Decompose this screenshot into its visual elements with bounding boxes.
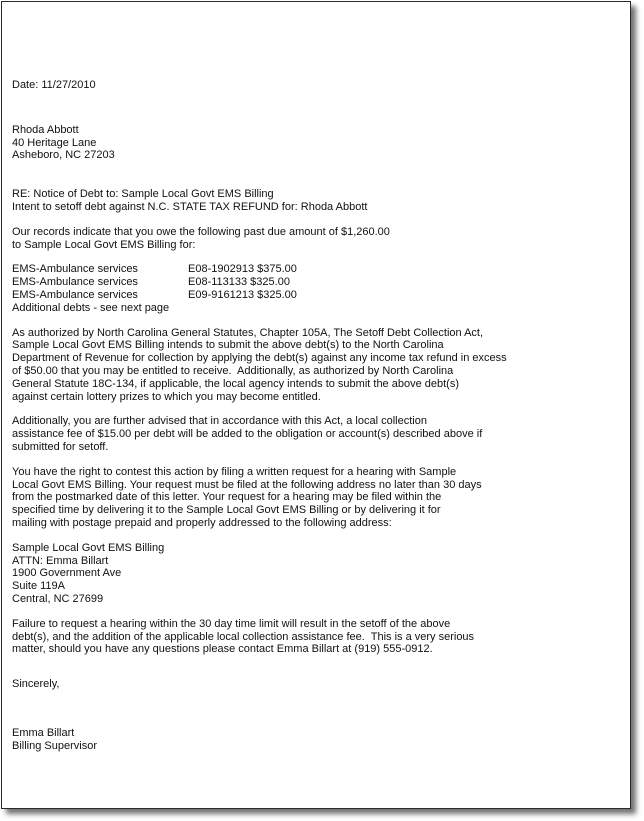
contest-paragraph [12,466,612,530]
recipient-city: Asheboro, NC 27203 [12,149,115,162]
additional-debts-note: Additional debts - see next page [12,301,170,314]
mailing-address [12,542,612,606]
fee-line: submitted for setoff. [12,440,109,453]
fee-line: assistance fee of $15.00 per debt will be added to the obligation or account(s) described above if [12,428,483,441]
re-line-1: RE: Notice of Debt to: Sample Local Govt EMS Billing [12,188,274,201]
address-line: Sample Local Govt EMS Billing [12,541,165,554]
contest-line: specified time by delivering it to the Sample Local Govt EMS Billing or by delivering it for [12,504,441,517]
closing [12,678,612,691]
contest-line: from the postmarked date of this letter. Your request for a hearing may be filed within the [12,491,442,504]
debt-service: EMS-Ambulance services [12,276,138,289]
address-line: 1900 Government Ave [12,567,122,580]
letter-body [12,79,612,752]
intro-line: Our records indicate that you owe the following past due amount of $1,260.00 [12,225,390,238]
debt-service: EMS-Ambulance services [12,263,138,276]
re-line-2: Intent to setoff debt against N.C. STATE TAX REFUND for: Rhoda Abbott [12,200,368,213]
debt-row [12,276,612,289]
authority-line: Sample Local Govt EMS Billing intends to submit the above debt(s) to the North Carolina [12,339,444,352]
letter-page [1,1,631,809]
re-block [12,188,612,214]
signature-block [12,727,612,753]
address-line: ATTN: Emma Billart [12,554,109,567]
date-text: Date: 11/27/2010 [12,79,96,91]
debt-row [12,263,612,276]
debt-service: EMS-Ambulance services [12,288,138,301]
recipient-street: 40 Heritage Lane [12,136,97,149]
authority-line: of $50.00 that you may be entitled to receive. Additionally, as authorized by North Carolina [12,364,454,377]
failure-line: Failure to request a hearing within the 30 day time limit will result in the setoff of the above [12,617,451,630]
authority-line: Department of Revenue for collection by applying the debt(s) against any income tax refund in excess [12,352,507,365]
authority-paragraph [12,327,612,404]
authority-line: against certain lottery prizes to which you may become entitled. [12,390,321,403]
address-line: Suite 119A [12,580,66,593]
recipient-address [12,124,612,162]
contest-line: You have the right to contest this action by filing a written request for a hearing with Sample [12,465,457,478]
intro-paragraph [12,226,612,252]
address-line: Central, NC 27699 [12,592,104,605]
debt-row [12,289,612,302]
closing-text: Sincerely, [12,678,60,691]
fee-line: Additionally, you are further advised that in accordance with this Act, a local collection [12,415,427,428]
failure-line: matter, should you have any questions please contact Emma Billart at (919) 555-0912. [12,643,433,656]
debt-detail: E08-1902913 $375.00 [188,263,297,276]
debt-detail: E09-9161213 $325.00 [188,288,297,301]
debt-detail: E08-113133 $325.00 [188,276,290,289]
failure-paragraph [12,618,612,656]
authority-line: General Statute 18C-134, if applicable, the local agency intends to submit the above debt(s) [12,377,459,390]
recipient-name: Rhoda Abbott [12,123,79,136]
signer-name: Emma Billart [12,726,75,739]
debt-list [12,263,612,314]
signer-title: Billing Supervisor [12,739,97,752]
fee-paragraph [12,415,612,453]
contest-line: Local Govt EMS Billing. Your request must be filed at the following address no later than 30 days [12,478,482,491]
contest-line: mailing with postage prepaid and properly addressed to the following address: [12,516,392,529]
date-line [12,79,612,92]
authority-line: As authorized by North Carolina General Statutes, Chapter 105A, The Setoff Debt Collection Act, [12,326,484,339]
intro-line: to Sample Local Govt EMS Billing for: [12,238,196,251]
failure-line: debt(s), and the addition of the applicable local collection assistance fee. This is a very serious [12,630,475,643]
